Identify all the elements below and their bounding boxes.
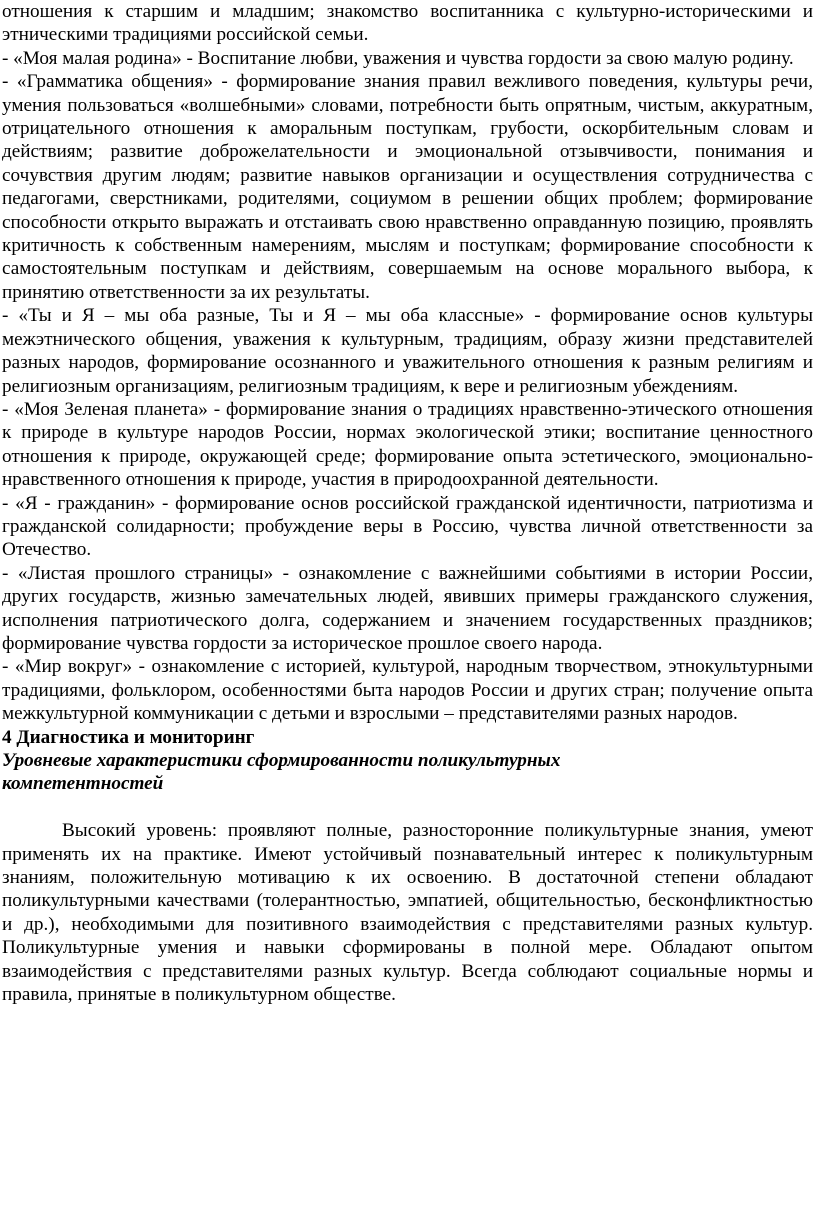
paragraph-past-pages: - «Листая прошлого страницы» - ознакомление с важнейшими событиями в истории России, других государств, жизнью замечательных людей, явивших примеры гражданского служения, исполнения патриотического долга, содержанием и значением государственных праздников; формирование чувства гордости за историческое прошлое своего народа. [2, 562, 813, 654]
paragraph-grammar-of-communication: - «Грамматика общения» - формирование знания правил вежливого поведения, культуры речи, умения пользоваться «волшебными» словами, потребности быть опрятным, чистым, аккуратным, отрицательного отношения к аморальным поступкам, грубости, оскорбительным словам и действиям; развитие доброжелательности и эмоциональной отзывчивости, понимания и сочувствия другим людям; развитие навыков организации и осуществления сотрудничества с педагогами, сверстниками, родителями, социумом в решении общих проблем; формирование способности открыто выражать и отстаивать свою нравственно оправданную позицию, проявлять критичность к собственным намерениям, мыслям и поступкам; формирование способности к самостоятельным поступкам и действиям, совершаемым на основе морального выбора, к принятию ответственности за их результаты. [2, 71, 813, 303]
section-subheading: Уровневые характеристики сформированности поликультурных компетентностей [2, 750, 561, 795]
blank-line [2, 796, 813, 819]
paragraph-world-around: - «Мир вокруг» - ознакомление с историей, культурой, народным творчеством, этнокультурными традициями, фольклором, особенностями быта народов России и других стран; получение опыта межкультурной коммуникации с детьми и взрослыми – представителями разных народов. [2, 656, 813, 725]
paragraph-small-homeland: - «Моя малая родина» - Воспитание любви, уважения и чувства гордости за свою малую родину. [2, 47, 794, 69]
paragraph-family-traditions: отношения к старшим и младшим; знакомство воспитанника с культурно-историческими и этническими традициями российской семьи. [2, 1, 813, 46]
paragraph-citizen: - «Я - гражданин» - формирование основ российской гражданской идентичности, патриотизма и гражданской солидарности; пробуждение веры в Россию, чувства личной ответственности за Отечество. [2, 492, 813, 561]
paragraph-high-level: Высокий уровень: проявляют полные, разносторонние поликультурные знания, умеют применять их на практике. Имеют устойчивый познавательный интерес к поликультурным знаниям, положительную мотивацию к их освоению. В достаточной степени обладают поликультурными качествами (толерантностью, эмпатией, общительностью, бесконфликтностью и др.), необходимыми для позитивного взаимодействия с представителями разных культур. Поликультурные умения и навыки сформированы в полной мере. Обладают опытом взаимодействия с представителями разных культур. Всегда соблюдают социальные нормы и правила, принятые в поликультурном обществе. [2, 820, 813, 1006]
paragraph-you-and-me: - «Ты и Я – мы оба разные, Ты и Я – мы оба классные» - формирование основ культуры межэтнического общения, уважения к культурным, традициям, образу жизни представителей разных народов, формирование осознанного и уважительного отношения к разным религиям и религиозным организациям, религиозным традициям, к вере и религиозным убеждениям. [2, 305, 813, 397]
section-heading: 4 Диагностика и мониторинг [2, 726, 255, 748]
paragraph-green-planet: - «Моя Зеленая планета» - формирование знания о традициях нравственно-этического отношения к природе в культуре народов России, нормах экологической этики; воспитание ценностного отношения к природе, окружающей среде; формирование опыта эстетического, эмоционально-нравственного отношения к природе, участия в природоохранной деятельности. [2, 398, 813, 491]
